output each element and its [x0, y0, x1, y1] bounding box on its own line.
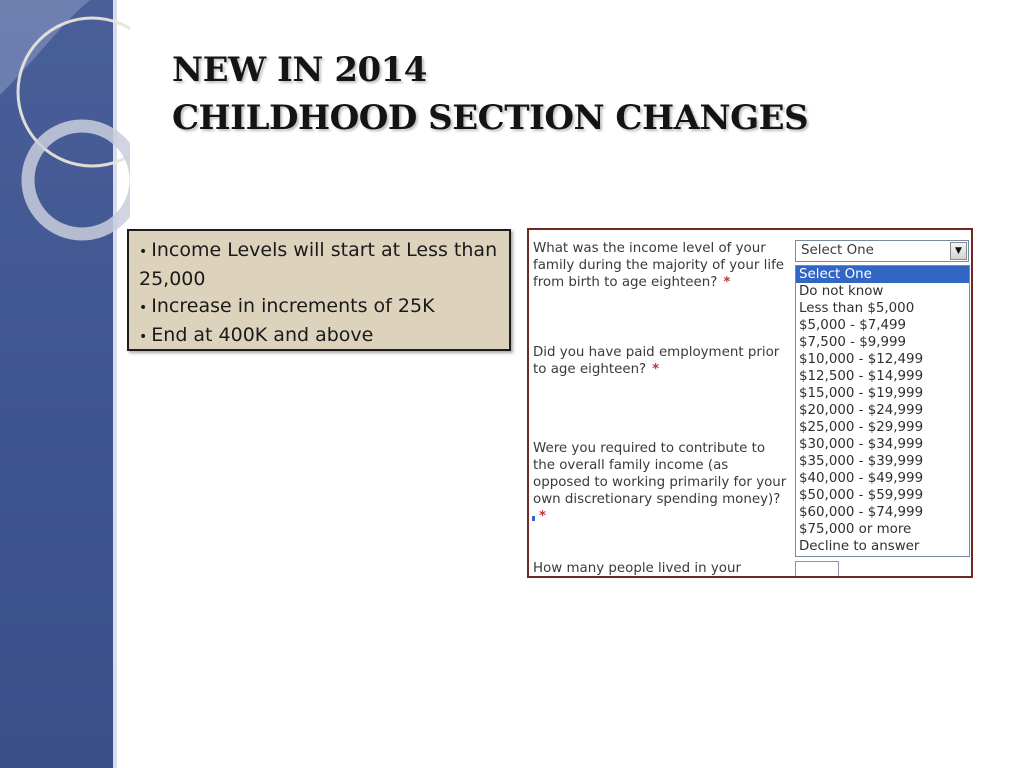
- note-text: Income Levels will start at Less than 25,000: [139, 239, 498, 290]
- income-options-list[interactable]: [795, 265, 970, 557]
- income-option[interactable]: Select One: [796, 266, 969, 283]
- bullet-icon: •: [139, 244, 148, 260]
- required-marker: *: [539, 509, 547, 524]
- question-text: What was the income level of your family during the majority of your life from birth to age eighteen?: [533, 241, 785, 290]
- income-option[interactable]: $15,000 - $19,999: [799, 386, 924, 401]
- income-option[interactable]: $60,000 - $74,999: [799, 505, 924, 520]
- note-text: Increase in increments of 25K: [151, 295, 435, 317]
- income-option[interactable]: $20,000 - $24,999: [799, 403, 924, 418]
- household-size-input[interactable]: [795, 561, 839, 578]
- slide-title: [172, 46, 808, 142]
- income-option[interactable]: $30,000 - $34,999: [799, 437, 924, 452]
- question-text: Did you have paid employment prior to age eighteen?: [533, 345, 780, 377]
- income-level-select[interactable]: [795, 240, 969, 262]
- income-option[interactable]: $50,000 - $59,999: [799, 488, 924, 503]
- note-item: [139, 322, 499, 351]
- text-cursor-mark: [532, 516, 535, 521]
- note-item: [139, 237, 499, 293]
- bullet-icon: •: [139, 300, 148, 316]
- income-option[interactable]: $40,000 - $49,999: [799, 471, 924, 486]
- required-marker: *: [652, 362, 660, 377]
- income-option[interactable]: $25,000 - $29,999: [799, 420, 924, 435]
- title-line-1: NEW IN 2014: [172, 50, 427, 90]
- income-option[interactable]: $10,000 - $12,499: [799, 352, 924, 367]
- income-option[interactable]: $12,500 - $14,999: [799, 369, 924, 384]
- survey-form-screenshot: [527, 228, 973, 578]
- chevron-down-icon[interactable]: ▼: [950, 242, 967, 260]
- note-item: [139, 293, 499, 322]
- income-option[interactable]: Decline to answer: [799, 539, 920, 554]
- income-option[interactable]: $5,000 - $7,499: [799, 318, 907, 333]
- change-notes-box: [127, 229, 511, 351]
- note-text: End at 400K and above: [151, 324, 374, 346]
- select-value: Select One: [801, 243, 874, 258]
- question-family-income: [533, 240, 787, 291]
- question-household-size: How many people lived in your: [533, 561, 741, 576]
- income-option[interactable]: Do not know: [799, 284, 884, 299]
- income-option[interactable]: $7,500 - $9,999: [799, 335, 907, 350]
- question-text: Were you required to contribute to the overall family income (as opposed to working primarily for your own discretionary spending money)?: [533, 441, 787, 507]
- question-contribute-income: [533, 440, 787, 525]
- income-option[interactable]: $35,000 - $39,999: [799, 454, 924, 469]
- income-option[interactable]: $75,000 or more: [799, 522, 912, 537]
- title-line-2: CHILDHOOD SECTION CHANGES: [172, 98, 809, 138]
- question-paid-employment: [533, 344, 787, 378]
- bullet-icon: •: [139, 329, 148, 345]
- income-option[interactable]: Less than $5,000: [799, 301, 915, 316]
- required-marker: *: [723, 275, 731, 290]
- decorative-rings: [0, 0, 130, 260]
